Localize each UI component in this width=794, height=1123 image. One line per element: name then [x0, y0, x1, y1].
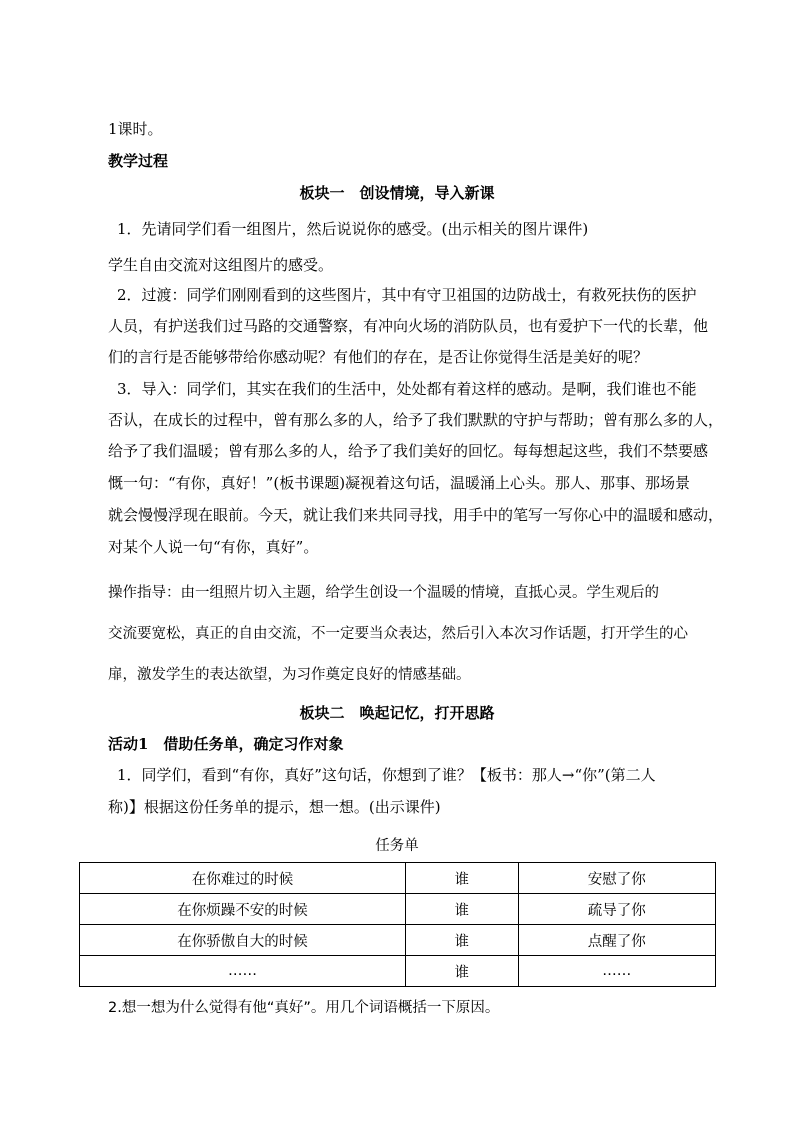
- paragraph-4-line-3: 给予了我们温暖；曾有那么多的人，给予了我们美好的回忆。每每想起这些，我们不禁要感: [108, 442, 709, 460]
- table-row: [80, 925, 716, 956]
- table-row: [80, 894, 716, 925]
- table-cell: 在你骄傲自大的时候: [80, 925, 406, 956]
- guidance-line-2: 交流要宽松，真正的自由交流，不一定要当众表达，然后引入本次习作话题，打开学生的心: [108, 626, 688, 642]
- paragraph-4-line-4: 慨一句：“有你，真好！”(板书课题)凝视着这句话，温暖涌上心头。那人、那事、那场景: [108, 474, 691, 492]
- paragraph-6-line-1: 1．同学们，看到“有你，真好”这句话，你想到了谁？【板书：那人→“你”(第二人: [117, 766, 656, 784]
- paragraph-3-line-1: 2．过渡：同学们刚刚看到的这些图片，其中有守卫祖国的边防战士，有救死扶伤的医护: [117, 286, 697, 304]
- guidance-line-1: 操作指导：由一组照片切入主题，给学生创设一个温暖的情境，直抵心灵。学生观后的: [108, 585, 659, 601]
- block-one-heading: 板块一 创设情境，导入新课: [299, 184, 495, 202]
- paragraph-6-line-2: 称)】根据这份任务单的提示，想一想。(出示课件): [108, 798, 441, 816]
- paragraph-4-line-6: 对某个人说一句“有你，真好”。: [108, 538, 319, 556]
- paragraph-3-line-3: 们的言行是否能够带给你感动呢？有他们的存在，是否让你觉得生活是美好的呢？: [108, 348, 649, 366]
- lesson-hours: 1课时。: [108, 120, 163, 138]
- table-cell: 安慰了你: [518, 863, 715, 894]
- activity-1-heading: 活动1 借助任务单，确定习作对象: [108, 735, 344, 753]
- table-cell: 谁: [405, 956, 518, 987]
- paragraph-3-line-2: 人员，有护送我们过马路的交通警察，有冲向火场的消防队员，也有爱护下一代的长辈，他: [108, 317, 709, 335]
- table-cell: 疏导了你: [518, 894, 715, 925]
- table-cell: ……: [80, 956, 406, 987]
- guidance-line-3: 扉，激发学生的表达欲望，为习作奠定良好的情感基础。: [108, 667, 471, 683]
- table-cell: 在你烦躁不安的时候: [80, 894, 406, 925]
- table-title: 任务单: [375, 838, 419, 854]
- task-table: [79, 862, 716, 987]
- paragraph-4-line-2: 否认，在成长的过程中，曾有那么多的人，给予了我们默默的守护与帮助；曾有那么多的人，: [108, 411, 724, 429]
- block-two-heading: 板块二 唤起记忆，打开思路: [299, 704, 495, 722]
- table-cell: 谁: [405, 894, 518, 925]
- paragraph-2: 学生自由交流对这组图片的感受。: [108, 256, 334, 274]
- table-cell: 谁: [405, 863, 518, 894]
- table-cell: 谁: [405, 925, 518, 956]
- section-heading-teaching-process: 教学过程: [108, 152, 169, 170]
- paragraph-4-line-1: 3．导入：同学们，其实在我们的生活中，处处都有着这样的感动。是啊，我们谁也不能: [117, 380, 697, 398]
- table-cell: 点醒了你: [518, 925, 715, 956]
- table-cell: 在你难过的时候: [80, 863, 406, 894]
- table-cell: ……: [518, 956, 715, 987]
- paragraph-7: 2.想一想为什么觉得有他“真好”。用几个词语概括一下原因。: [108, 1000, 500, 1016]
- paragraph-1: 1．先请同学们看一组图片，然后说说你的感受。(出示相关的图片课件): [117, 220, 589, 238]
- table-row: [80, 956, 716, 987]
- table-row: [80, 863, 716, 894]
- paragraph-4-line-5: 就会慢慢浮现在眼前。今天，就让我们来共同寻找，用手中的笔写一写你心中的温暖和感动，: [108, 506, 724, 524]
